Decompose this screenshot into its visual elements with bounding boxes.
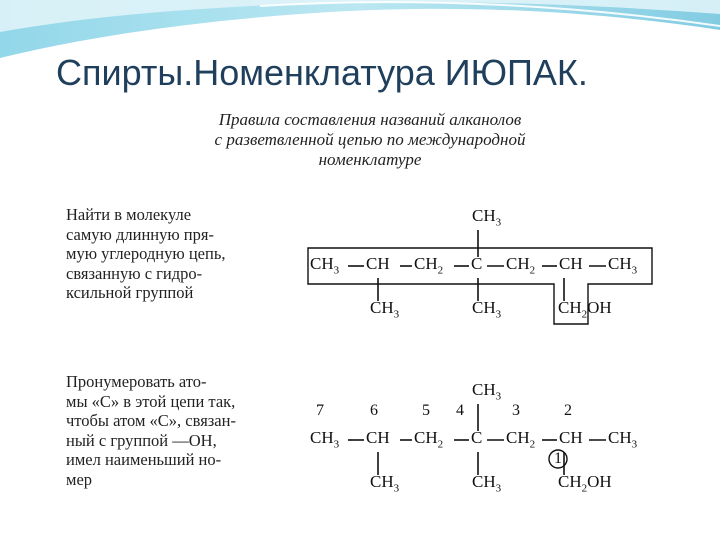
chain-atom: $CH_3$ — [608, 254, 638, 277]
heading-line: с разветвленной цепью по международной — [214, 130, 526, 149]
chain-atom: CH — [366, 428, 390, 447]
chain-atom: $CH_2$ — [506, 428, 536, 451]
hydroxymethyl-group: $CH_2OH$ — [558, 472, 612, 495]
methyl-group-top: $CH_3$ — [472, 206, 502, 229]
rule-line: ксильной группой — [66, 283, 194, 302]
chain-atom: CH — [366, 254, 390, 273]
methyl-group-bottom: $CH_3$ — [472, 298, 502, 321]
chain-atom: $CH_3$ — [310, 254, 340, 277]
methyl-group-bottom: $CH_3$ — [370, 472, 400, 495]
rule-line: имел наименьший но- — [66, 450, 222, 469]
rule-2-text — [66, 372, 298, 489]
rule-line: самую длинную пря- — [66, 224, 214, 244]
hydroxymethyl-group: $CH_2OH$ — [558, 298, 612, 321]
methyl-group-bottom: $CH_3$ — [370, 298, 400, 321]
rule-line: Пронумеровать ато- — [66, 372, 207, 391]
rule-line: мую углеродную цепь, — [66, 244, 226, 263]
chain-atom: C — [471, 254, 483, 273]
rule-line: мы «С» в этой цепи так, — [66, 391, 236, 411]
methyl-group-top: $CH_3$ — [472, 380, 502, 403]
structural-formula-numbered — [306, 370, 656, 520]
carbon-number: 5 — [422, 402, 430, 419]
header-wave-decoration — [0, 0, 720, 60]
slide-title: Спирты.Номенклатура ИЮПАК. — [56, 52, 588, 93]
rules-heading — [160, 110, 580, 170]
chain-atom: $CH_2$ — [414, 428, 444, 451]
chain-atom: C — [471, 428, 483, 447]
chain-atom: CH — [559, 428, 583, 447]
chain-atom: $CH_3$ — [608, 428, 638, 451]
carbon-number: 4 — [456, 402, 464, 419]
carbon-number: 7 — [316, 402, 324, 419]
rule-1-text — [66, 205, 298, 303]
carbon-number: 6 — [370, 402, 378, 419]
carbon-number: 3 — [512, 402, 520, 419]
carbon-number: 2 — [564, 402, 572, 419]
rule-line: ный с группой —ОН, — [66, 430, 217, 450]
structural-formula-main-chain — [306, 198, 656, 348]
rule-line: Найти в молекуле — [66, 205, 192, 224]
carbon-number: 1 — [554, 450, 562, 467]
chain-atom: $CH_3$ — [310, 428, 340, 451]
chain-atom: $CH_2$ — [414, 254, 444, 277]
methyl-group-bottom: $CH_3$ — [472, 472, 502, 495]
heading-line: номенклатуре — [318, 150, 422, 169]
chain-atom: CH — [559, 254, 583, 273]
rule-line: чтобы атом «С», связан- — [66, 411, 236, 430]
heading-line: Правила составления названий алканолов — [218, 110, 522, 129]
rule-line: мер — [66, 469, 93, 489]
rule-line: связанную с гидро- — [66, 263, 203, 283]
chain-atom: $CH_2$ — [506, 254, 536, 277]
